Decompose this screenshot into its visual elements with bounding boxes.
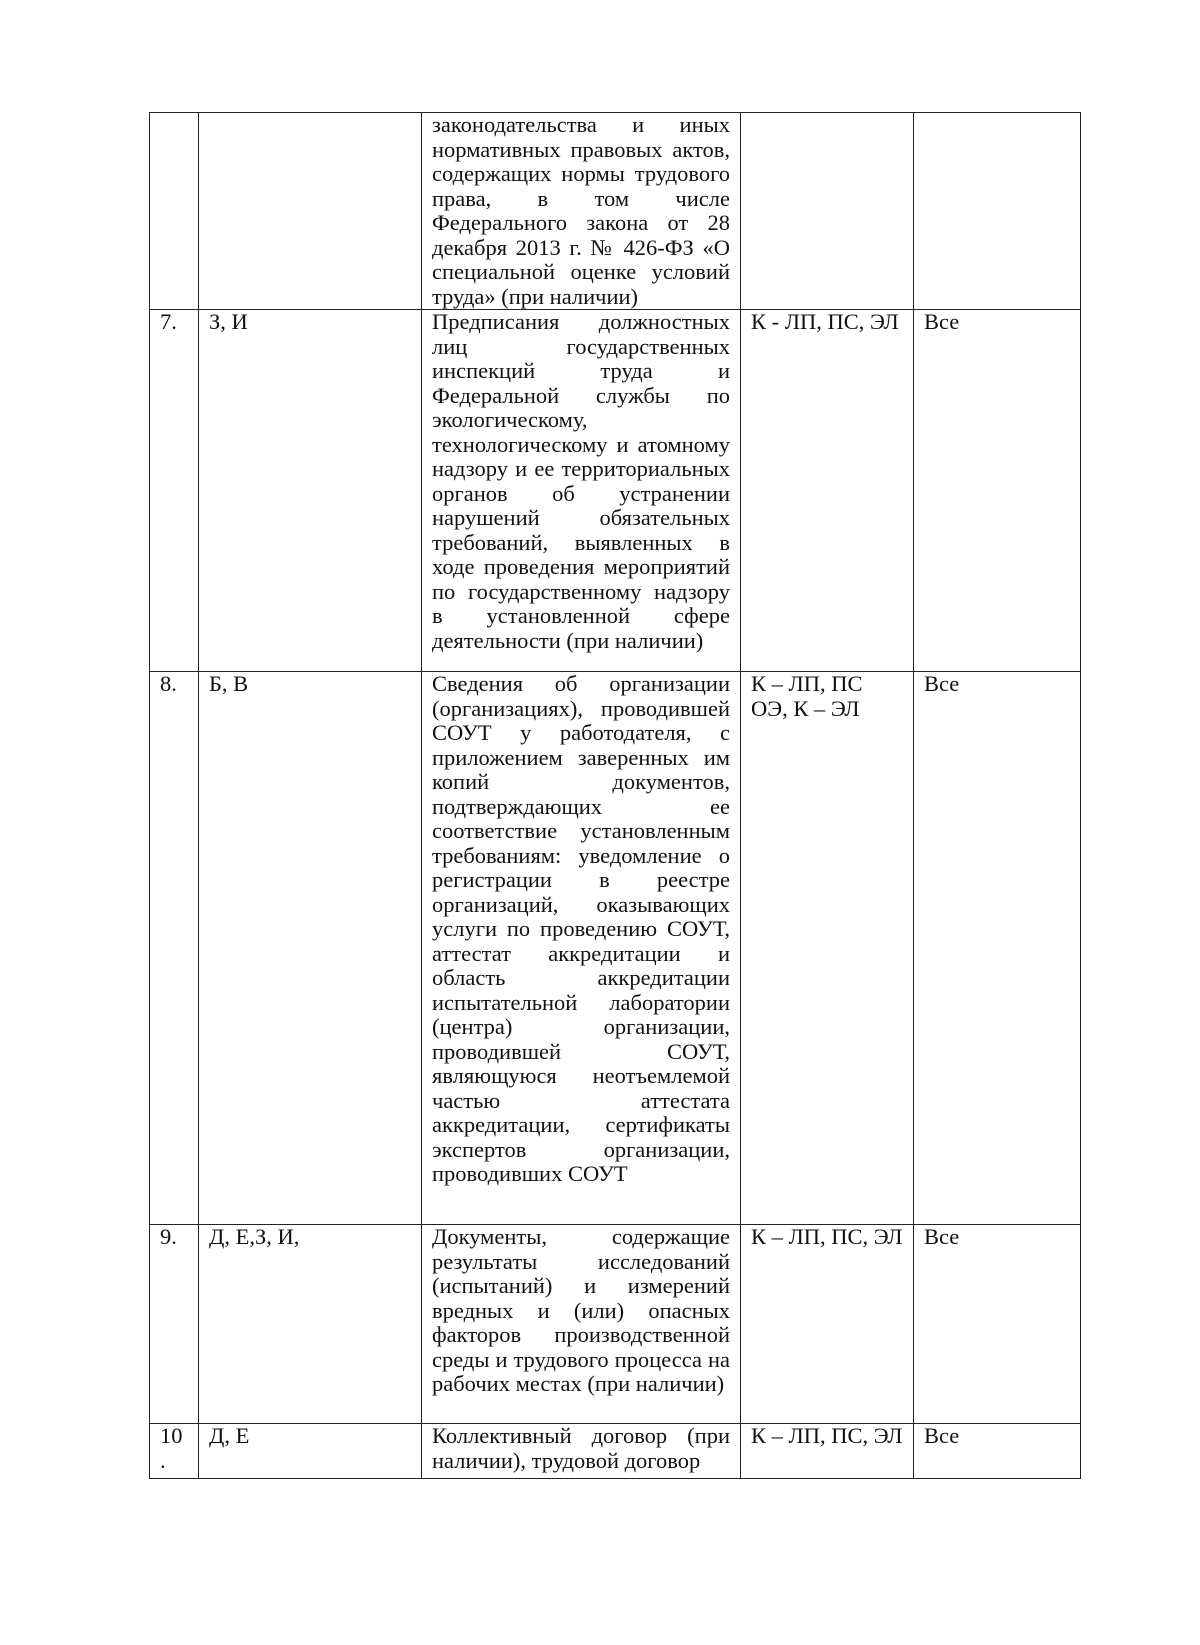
row-description: Документы, содержащие результаты исследований (испытаний) и измерений вредных и (или) опасных факторов производственной среды и трудового процесса на рабочих местах (при наличии) <box>422 1225 741 1424</box>
row-number: 9. <box>150 1225 199 1424</box>
table-row <box>150 1225 1081 1424</box>
row-applicability: Все <box>914 672 1081 1225</box>
row-number: 10. <box>150 1424 199 1479</box>
row-applicability: Все <box>914 1225 1081 1424</box>
row-description: Коллективный договор (при наличии), трудовой договор <box>422 1424 741 1479</box>
row-codes: З, И <box>199 310 422 672</box>
row-number: 7. <box>150 310 199 672</box>
table-row <box>150 1424 1081 1479</box>
row-number <box>150 113 199 310</box>
table-row <box>150 310 1081 672</box>
table-row <box>150 672 1081 1225</box>
row-applicability: Все <box>914 1424 1081 1479</box>
row-form: К – ЛП, ПС, ЭЛ <box>741 1225 914 1424</box>
row-codes: Д, Е,З, И, <box>199 1225 422 1424</box>
requirements-table <box>149 112 1081 1479</box>
row-number: 8. <box>150 672 199 1225</box>
row-description: законодательства и иных нормативных правовых актов, содержащих нормы трудового права, в том числе Федерального закона от 28 декабря 2013 г. № 426-ФЗ «О специальной оценке условий труда» (при наличии) <box>422 113 741 310</box>
row-form <box>741 113 914 310</box>
row-codes: Д, Е <box>199 1424 422 1479</box>
row-applicability <box>914 113 1081 310</box>
row-form: К – ЛП, ПС ОЭ, К – ЭЛ <box>741 672 914 1225</box>
row-description: Предписания должностных лиц государственных инспекций труда и Федеральной службы по экологическому, технологическому и атомному надзору и ее территориальных органов об устранении нарушений обязательных требований, выявленных в ходе проведения мероприятий по государственному надзору в установленной сфере деятельности (при наличии) <box>422 310 741 672</box>
table-row <box>150 113 1081 310</box>
row-form: К – ЛП, ПС, ЭЛ <box>741 1424 914 1479</box>
row-description: Сведения об организации (организациях), проводившей СОУТ у работодателя, с приложением заверенных им копий документов, подтверждающих ее соответствие установленным требованиям: уведомление о регистрации в реестре организаций, оказывающих услуги по проведению СОУТ, аттестат аккредитации и область аккредитации испытательной лаборатории (центра) организации, проводившей СОУТ, являющуюся неотъемлемой частью аттестата аккредитации, сертификаты экспертов организации, проводивших СОУТ <box>422 672 741 1225</box>
row-codes <box>199 113 422 310</box>
row-applicability: Все <box>914 310 1081 672</box>
row-codes: Б, В <box>199 672 422 1225</box>
row-form: К - ЛП, ПС, ЭЛ <box>741 310 914 672</box>
